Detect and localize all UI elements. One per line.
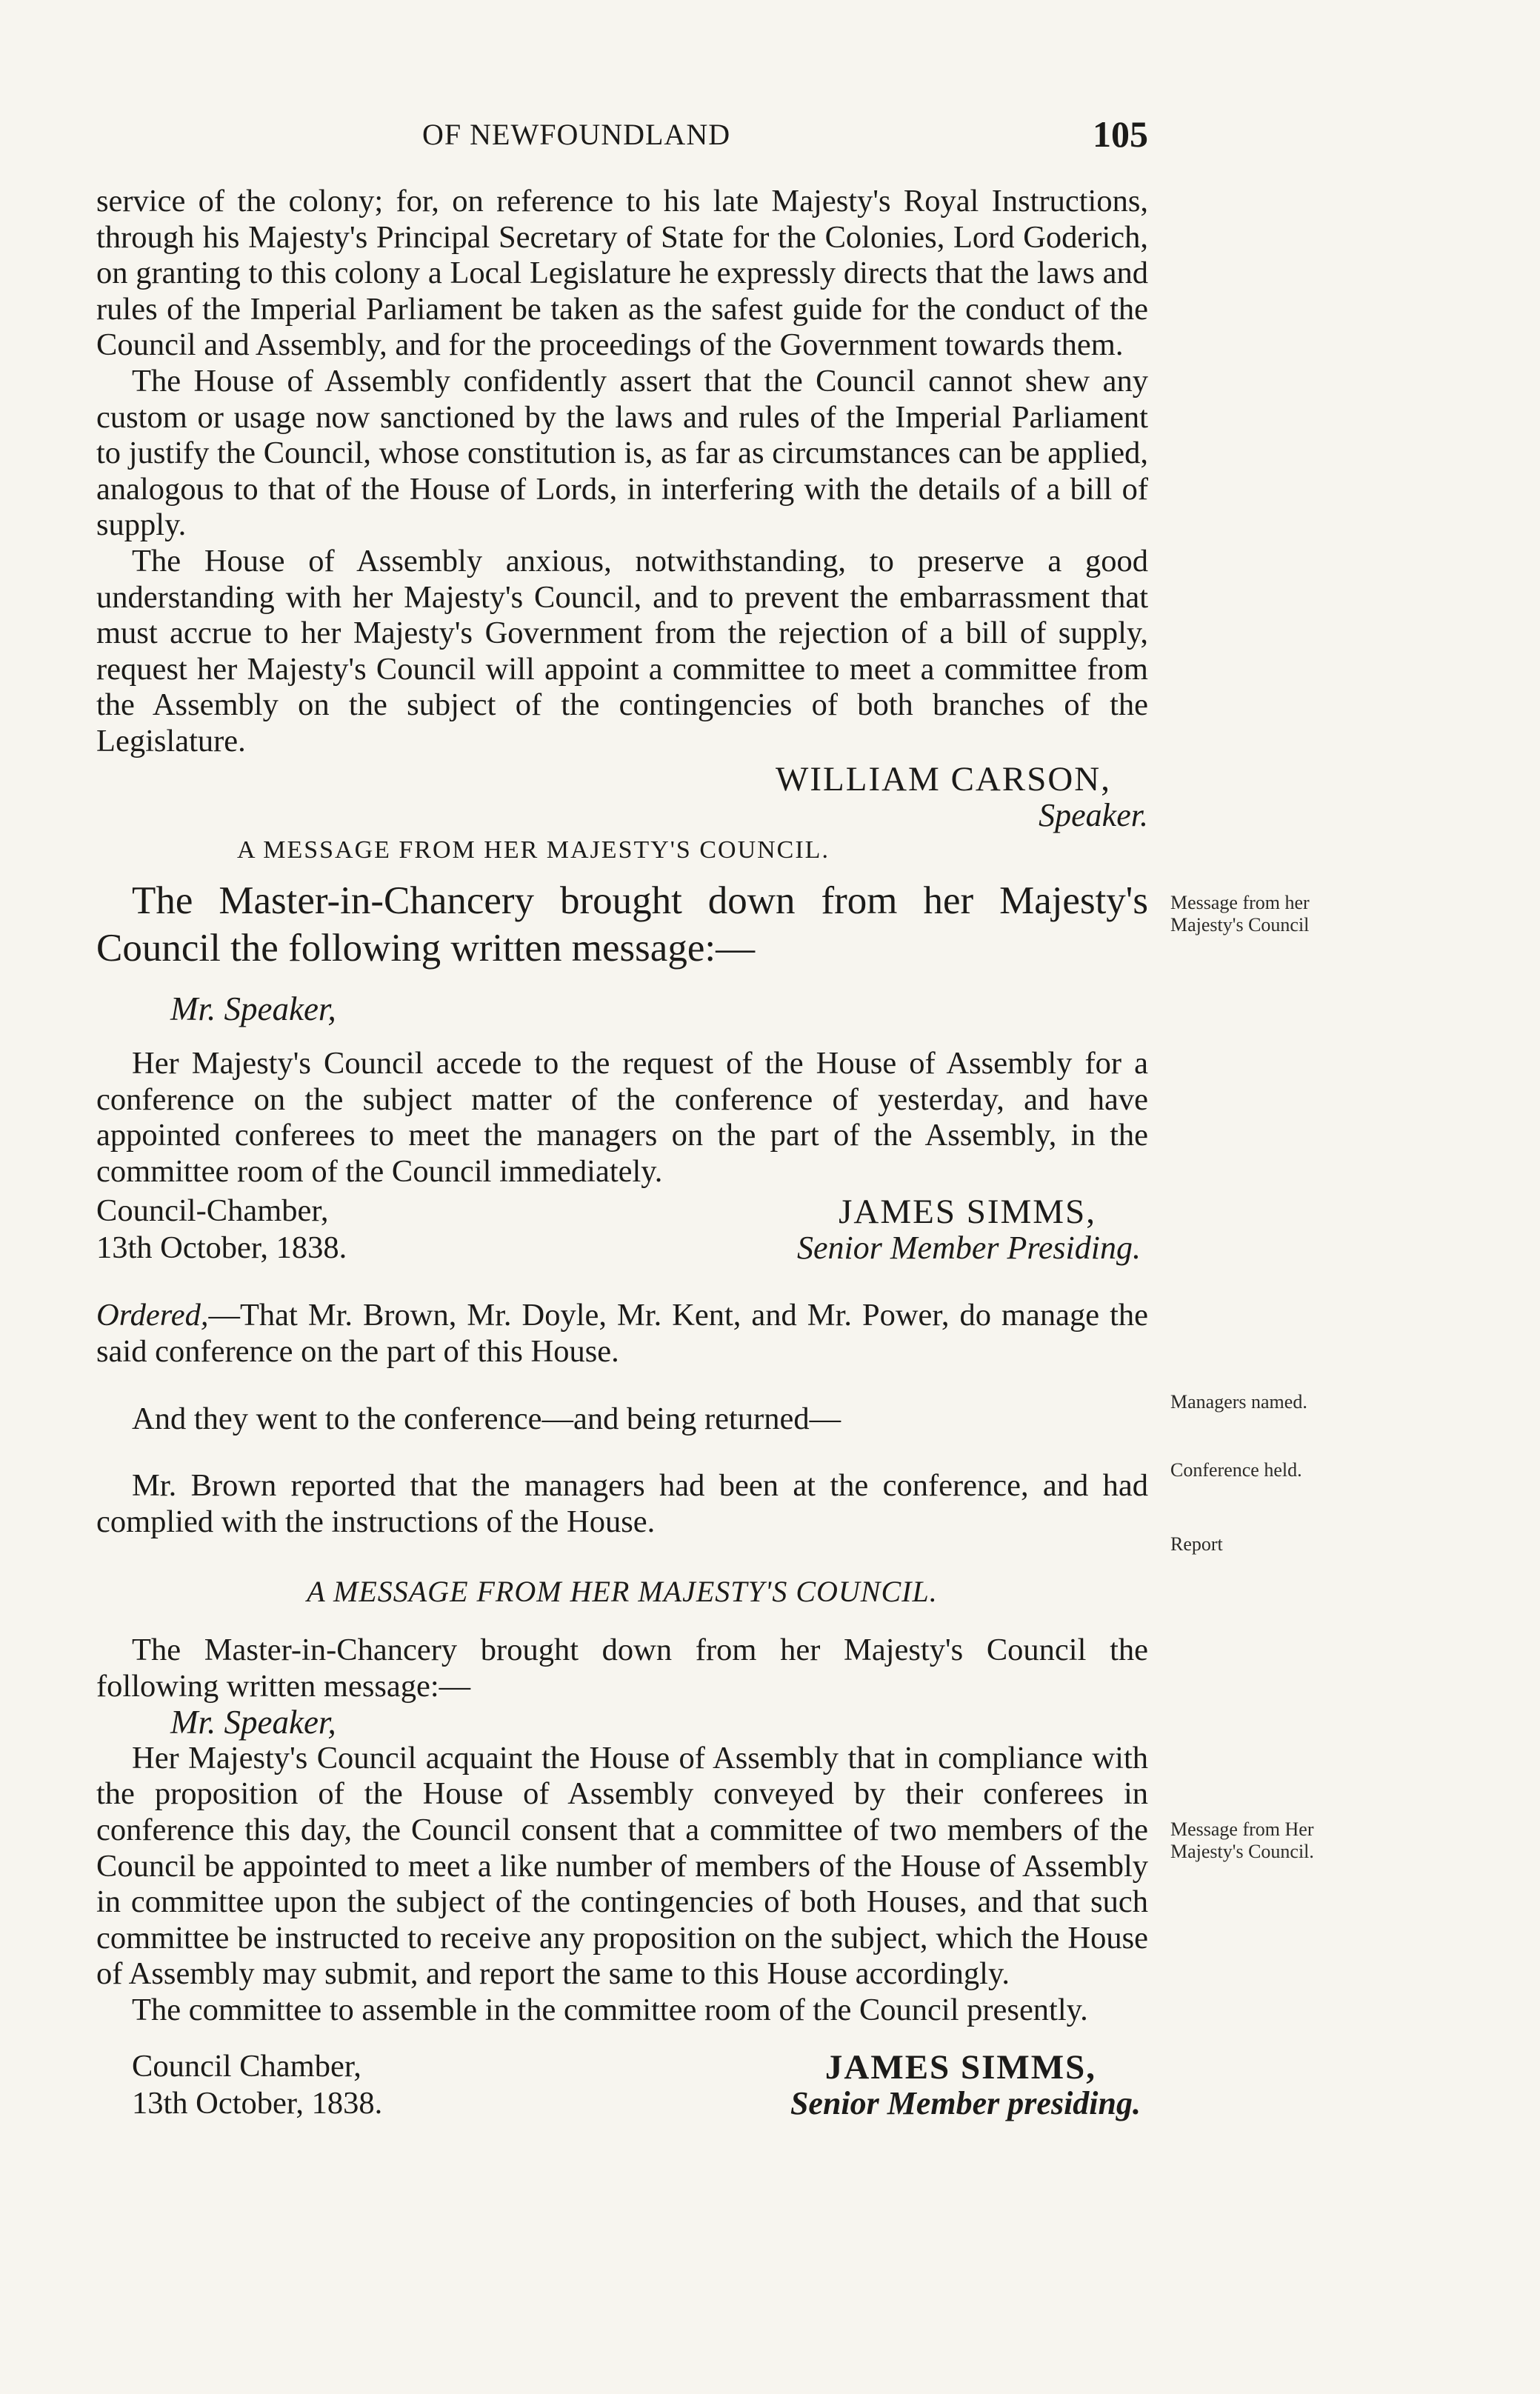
marginal-note-managers: Managers named. <box>1170 1391 1307 1413</box>
message-heading-2: A MESSAGE FROM HER MAJESTY'S COUNCIL. <box>307 1575 938 1609</box>
marginal-note-report: Report <box>1170 1533 1223 1555</box>
page-body <box>96 184 1148 2122</box>
paragraph-10: Her Majesty's Council acquaint the House of Assembly that in compliance with the proposition of the House of Assembly conveyed by their conferees in conference this day, the Council consent that a committee of two members of the Council be appointed to meet a like number of members of the House of Assembly in committee upon the subject of the contingencies of both Houses, and that such committee be instructed to receive any proposition on the subject, which the House of Assembly may submit, and report the same to this House accordingly. <box>96 1740 1148 1992</box>
signature-simms-name: JAMES SIMMS, <box>839 1193 1096 1232</box>
signoff-1-signature <box>797 1193 1148 1265</box>
paragraph-1: service of the colony; for, on reference to his late Majesty's Royal Instructions, through his Majesty's Principal Secretary of State for the Colonies, Lord Goderich, on granting to this colony a Local Legislature he expressly directs that the laws and rules of the Imperial Parliament be taken as the safest guide for the conduct of the Council and Assembly, and for the proceedings of the Government towards them. <box>96 184 1148 363</box>
paragraph-8: Mr. Brown reported that the managers had been at the conference, and had complied with the instructions of the House. <box>96 1468 1148 1539</box>
signoff-1-place <box>96 1193 347 1267</box>
place-2-line-1: Council-Chamber, <box>96 1193 329 1229</box>
signoff-1 <box>96 1193 1148 1267</box>
paragraph-11: The committee to assemble in the committee room of the Council presently. <box>132 1992 1088 2027</box>
ordered-word: Ordered, <box>96 1298 209 1333</box>
paragraph-5: Her Majesty's Council accede to the request of the House of Assembly for a conference on the subject matter of the conference of yesterday, and have appointed conferees to meet the managers on the part of the Assembly, in the committee room of the Council immediately. <box>96 1046 1148 1189</box>
marginal-note-message-2: Message from Her Majesty's Council. <box>1170 1818 1314 1862</box>
paragraph-9: The Master-in-Chancery brought down from her Majesty's Council the following written message:— <box>96 1633 1148 1704</box>
signoff-2 <box>96 2048 1148 2122</box>
signature-simms-role-2: Senior Member presiding. <box>790 2084 1141 2121</box>
place-3-line-2: 13th October, 1838. <box>132 2085 383 2121</box>
signoff-2-place <box>96 2048 382 2122</box>
page-number: 105 <box>1093 113 1148 155</box>
paragraph-3: The House of Assembly anxious, notwithstanding, to preserve a good understanding with her Majesty's Council, and to prevent the embarrassment that must accrue to her Majesty's Government from the rejection of a bill of supply, request her Majesty's Council will appoint a committee to meet a committee from the Assembly on the subject of the contingencies of both branches of the Legislature. <box>96 543 1148 758</box>
place-3-line-1: Council Chamber, <box>132 2048 361 2084</box>
place-2-line-2: 13th October, 1838. <box>96 1230 347 1266</box>
signature-carson-name: WILLIAM CARSON, <box>776 759 1111 798</box>
message-heading-1: A MESSAGE FROM HER MAJESTY'S COUNCIL. <box>237 836 830 864</box>
salutation-1: Mr. Speaker, <box>170 990 336 1027</box>
paragraph-6 <box>96 1298 1148 1370</box>
marginal-note-conference: Conference held. <box>1170 1459 1302 1481</box>
marginal-note-message: Message from her Majesty's Council <box>1170 892 1310 936</box>
paragraph-7: And they went to the conference—and being returned— <box>132 1401 841 1436</box>
page-header <box>96 113 1148 161</box>
signature-simms-role: Senior Member Presiding. <box>797 1230 1141 1267</box>
ordered-text: —That Mr. Brown, Mr. Doyle, Mr. Kent, and Mr. Power, do manage the said conference on the part of this House. <box>96 1298 1148 1370</box>
signature-carson-role: Speaker. <box>1039 796 1148 833</box>
signature-simms-name-2: JAMES SIMMS, <box>824 2047 1096 2087</box>
paragraph-2: The House of Assembly confidently assert that the Council cannot shew any custom or usage now sanctioned by the laws and rules of the Imperial Parliament to justify the Council, whose constitution is, as far as circumstances can be applied, analogous to that of the House of Lords, in interfering with the details of a bill of supply. <box>96 363 1148 543</box>
running-title: OF NEWFOUNDLAND <box>422 118 731 151</box>
paragraph-4: The Master-in-Chancery brought down from her Majesty's Council the following written message:— <box>96 878 1148 970</box>
salutation-2: Mr. Speaker, <box>170 1704 336 1741</box>
signoff-2-signature <box>790 2048 1148 2121</box>
